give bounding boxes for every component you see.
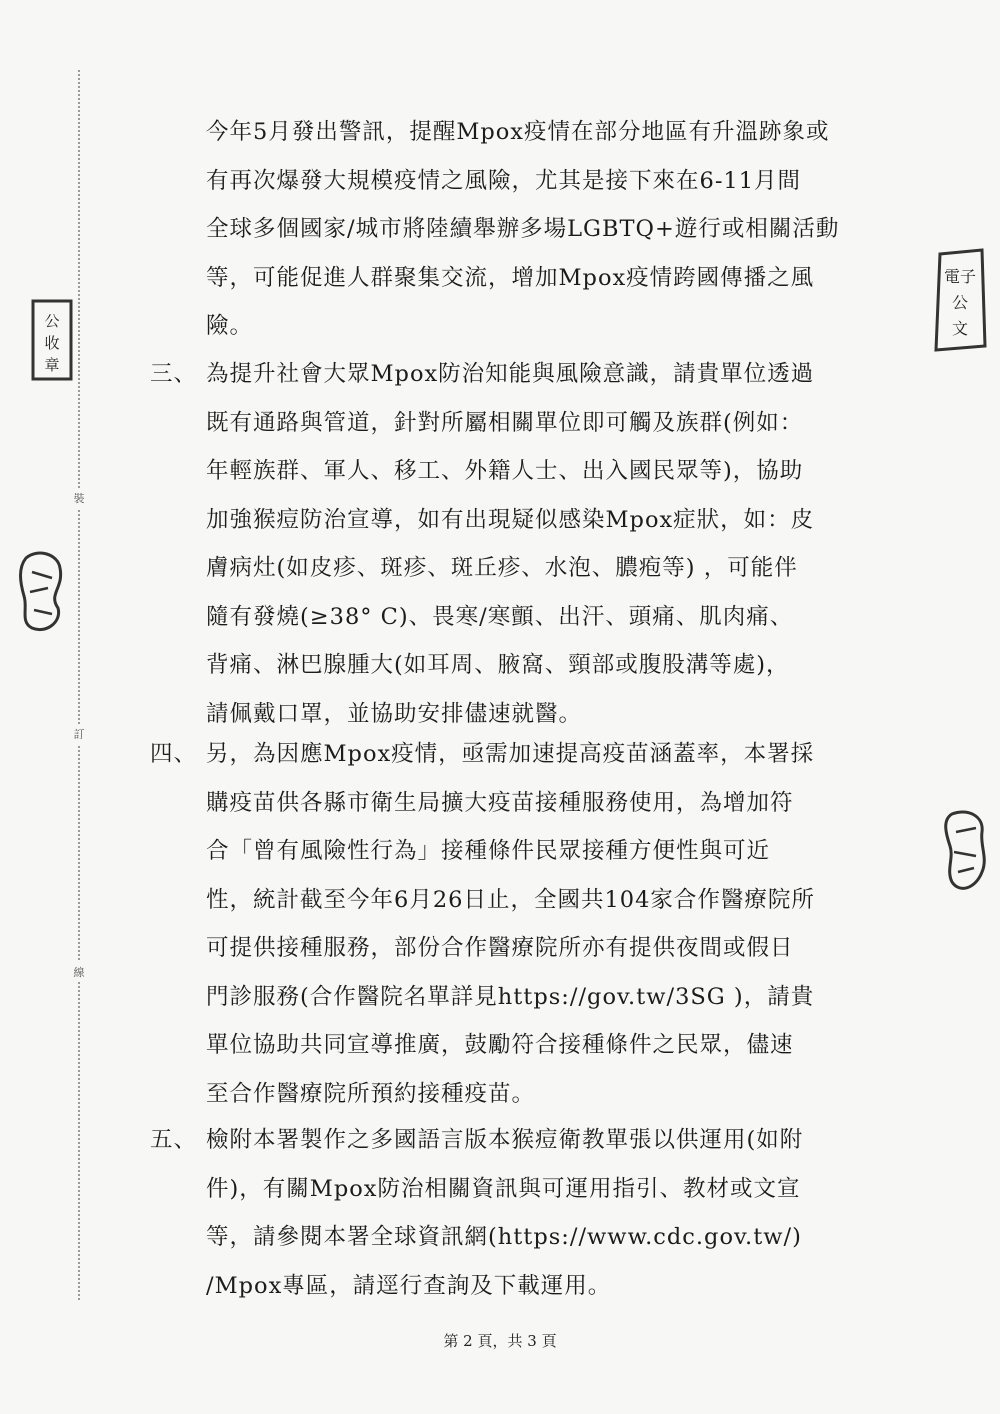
item-number: 四、 — [150, 741, 198, 767]
text-line: 件)，有關Mpox防治相關資訊與可運用指引、教材或文宣 — [206, 1175, 801, 1202]
svg-text:公: 公 — [44, 312, 60, 330]
text-line: /Mpox專區，請逕行查詢及下載運用。 — [206, 1272, 612, 1299]
text-line: 性，統計截至今年6月26日止，全國共104家合作醫療院所 — [206, 886, 815, 913]
text-line: 加強猴痘防治宣導，如有出現疑似感染Mpox症狀，如：皮 — [206, 506, 815, 533]
text-line: 合「曾有風險性行為」接種條件民眾接種方便性與可近 — [206, 838, 771, 864]
item-number: 三、 — [150, 361, 198, 387]
seal-fragment-left — [18, 548, 66, 638]
seal-stamp-right — [930, 246, 988, 356]
text-line: 至合作醫療院所預約接種疫苗。 — [206, 1080, 536, 1107]
text-line: 門診服務(合作醫院名單詳見https://gov.tw/3SG )，請貴 — [206, 983, 815, 1010]
margin-label-zhuang: 裝 — [70, 488, 88, 508]
text-line: 檢附本署製作之多國語言版本猴痘衛教單張以供運用(如附 — [206, 1127, 804, 1153]
text-line: 有再次爆發大規模疫情之風險，尤其是接下來在6-11月間 — [206, 167, 802, 194]
text-line: 全球多個國家/城市將陸續舉辦多場LGBTQ+遊行或相關活動 — [206, 216, 840, 242]
margin-label-xian: 線 — [70, 962, 88, 982]
seal-stamp-left — [30, 298, 74, 382]
text-line: 單位協助共同宣導推廣，鼓勵符合接種條件之民眾，儘速 — [206, 1032, 794, 1058]
text-line: 險。 — [206, 313, 254, 339]
text-line: 另，為因應Mpox疫情，亟需加速提高疫苗涵蓋率，本署採 — [206, 741, 815, 767]
item-four — [150, 730, 890, 1118]
text-line: 等，可能促進人群聚集交流，增加Mpox疫情跨國傳播之風 — [206, 264, 815, 291]
item-number: 五、 — [150, 1127, 198, 1153]
svg-text:章: 章 — [44, 356, 60, 374]
text-line: 既有通路與管道，針對所屬相關單位即可觸及族群(例如： — [206, 409, 804, 436]
text-line: 年輕族群、軍人、移工、外籍人士、出入國民眾等)，協助 — [206, 458, 804, 484]
seal-fragment-right — [942, 806, 990, 898]
text-line: 膚病灶(如皮疹、斑疹、斑丘疹、水泡、膿疱等) ，可能伴 — [206, 555, 798, 581]
svg-text:公: 公 — [951, 293, 969, 312]
page-number-footer: 第 2 頁，共 3 頁 — [443, 1332, 557, 1350]
text-line: 背痛、淋巴腺腫大(如耳周、腋窩、頸部或腹股溝等處)， — [206, 652, 790, 678]
text-line: 今年5月發出警訊，提醒Mpox疫情在部分地區有升溫跡象或 — [206, 119, 830, 145]
item-three — [150, 350, 890, 738]
text-line: 等，請參閱本署全球資訊網(https://www.cdc.gov.tw/) — [206, 1224, 802, 1250]
text-line: 為提升社會大眾Mpox防治知能與風險意識，請貴單位透過 — [206, 361, 815, 387]
svg-text:文: 文 — [951, 319, 969, 338]
svg-text:收: 收 — [44, 334, 60, 352]
item-five — [150, 1116, 890, 1310]
binding-dotted-line — [78, 70, 80, 1300]
text-line: 隨有發燒(≥38° C)、畏寒/寒顫、出汗、頭痛、肌肉痛、 — [206, 603, 794, 630]
svg-text:電子: 電子 — [943, 267, 977, 286]
text-line: 購疫苗供各縣市衛生局擴大疫苗接種服務使用，為增加符 — [206, 789, 794, 816]
text-line: 可提供接種服務，部份合作醫療院所亦有提供夜間或假日 — [206, 935, 794, 961]
intro-paragraph — [150, 108, 890, 351]
text-line: 請佩戴口罩，並協助安排儘速就醫。 — [206, 700, 583, 727]
margin-label-ding: 訂 — [70, 724, 88, 744]
